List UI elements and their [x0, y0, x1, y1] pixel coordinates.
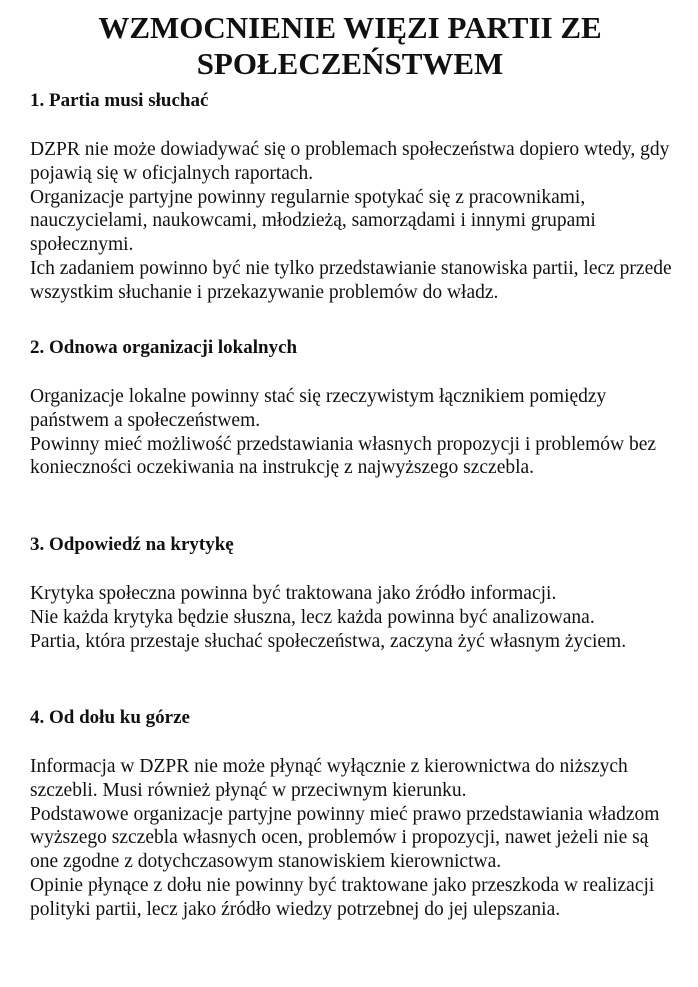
paragraph: Powinny mieć możliwość przedstawiania własnych propozycji i problemów bez konieczności oczekiwania na instrukcję z najwyższego szczebla. [30, 433, 661, 479]
paragraph: Ich zadaniem powinno być nie tylko przedstawianie stanowiska partii, lecz przede wszystkim słuchanie i przekazywanie problemów do władz. [30, 257, 677, 303]
paragraph: Informacja w DZPR nie może płynąć wyłącznie z kierownictwa do niższych szczebli. Musi również płynąć w przeciwnym kierunku. [30, 756, 633, 801]
section-body [30, 582, 680, 653]
paragraph: Krytyka społeczna powinna być traktowana jako źródło informacji. [30, 583, 557, 604]
section-response-to-criticism [30, 533, 680, 653]
section-bottom-up [30, 706, 680, 922]
section-body [30, 385, 680, 480]
paragraph: Podstawowe organizacje partyjne powinny mieć prawo przedstawiania władzom wyższego szczebla własnych ocen, problemów i propozycji, nawet jeżeli nie są one zgodne z dotychczasowym stanowiskiem kierownictwa. [30, 803, 665, 873]
section-heading: 4. Od dołu ku górze [30, 707, 190, 728]
section-heading: 3. Odpowiedź na krytykę [30, 534, 234, 555]
paragraph: Nie każda krytyka będzie słuszna, lecz każda powinna być analizowana. [30, 606, 595, 628]
paragraph: Opinie płynące z dołu nie powinny być traktowane jako przeszkoda w realizacji polityki partii, lecz jako źródło wiedzy potrzebnej do jej ulepszania. [30, 874, 660, 920]
section-local-organizations [30, 336, 680, 480]
section-heading: 2. Odnowa organizacji lokalnych [30, 337, 298, 358]
paragraph: DZPR nie może dowiadywać się o problemach społeczeństwa dopiero wtedy, gdy pojawią się w oficjalnych raportach. [30, 139, 675, 184]
paragraph: Organizacje lokalne powinny stać się rzeczywistym łącznikiem pomiędzy państwem a społeczeństwem. [30, 386, 612, 431]
section-body [30, 138, 680, 305]
document-title: WZMOCNIENIE WIĘZI PARTII ZE SPOŁECZEŃSTWEM [98, 10, 602, 81]
paragraph: Partia, która przestaje słuchać społeczeństwa, zaczyna żyć własnym życiem. [30, 630, 627, 652]
section-heading: 1. Partia musi słuchać [30, 90, 209, 111]
paragraph: Organizacje partyjne powinny regularnie spotykać się z pracownikami, nauczycielami, naukowcami, młodzieżą, samorządami i innymi grupami społecznymi. [30, 186, 601, 256]
section-body [30, 755, 680, 922]
section-party-must-listen [30, 89, 680, 305]
